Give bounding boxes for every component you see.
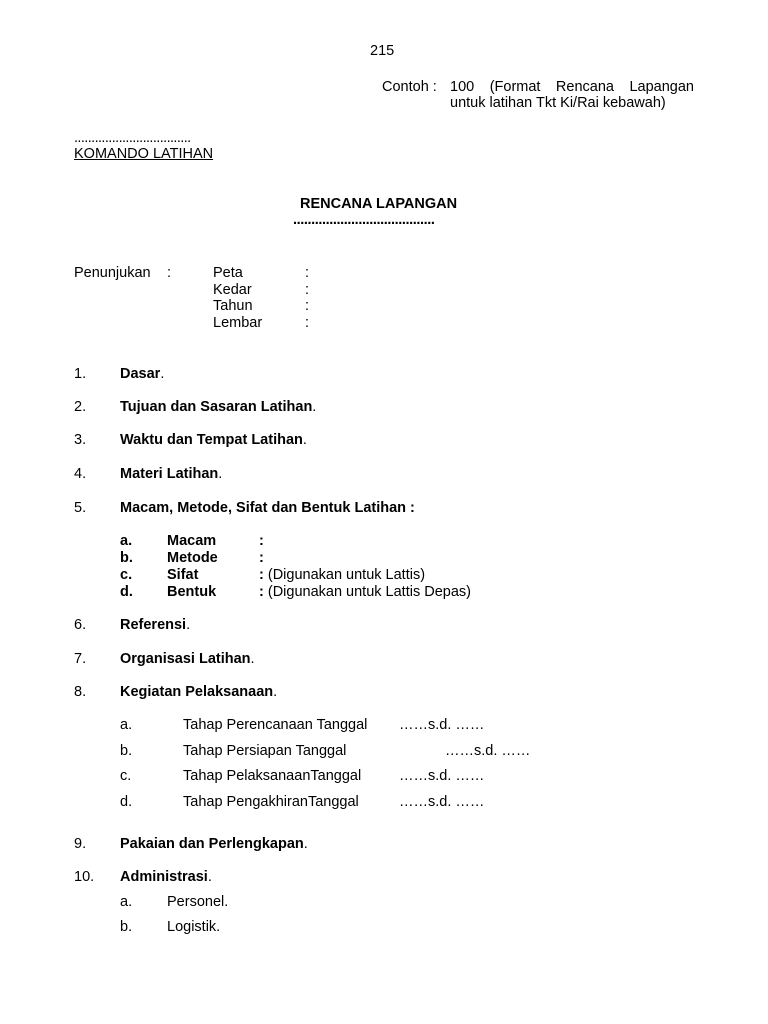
section-suffix: . bbox=[312, 399, 317, 415]
stage-range: ……s.d. …… bbox=[399, 768, 485, 784]
penunjukan-label: Penunjukan bbox=[74, 265, 151, 281]
page-number: 215 bbox=[370, 43, 395, 59]
section-number: 4. bbox=[74, 466, 87, 482]
sub-letter: a. bbox=[120, 894, 133, 910]
sub-value bbox=[259, 533, 264, 550]
sub-letter: b. bbox=[120, 550, 133, 566]
header-dots: .................................. bbox=[74, 130, 191, 146]
example-word: Rencana bbox=[555, 79, 614, 95]
sub-value bbox=[259, 567, 425, 584]
section-heading bbox=[120, 366, 164, 383]
stage-label: Tahap PengakhiranTanggal bbox=[183, 794, 359, 810]
peta-label: Peta bbox=[213, 265, 243, 281]
section-suffix: . bbox=[302, 432, 307, 448]
sub-label: Metode bbox=[167, 550, 218, 566]
stage-label: Tahap Perencanaan Tanggal bbox=[183, 717, 368, 733]
sub-letter: c. bbox=[120, 768, 132, 784]
section-suffix: . bbox=[218, 466, 223, 482]
sub-letter: a. bbox=[120, 533, 133, 549]
section-number: 1. bbox=[74, 366, 87, 382]
sub-note: (Digunakan untuk Lattis Depas) bbox=[263, 584, 471, 600]
section-number: 3. bbox=[74, 432, 87, 448]
sub-label: Personel. bbox=[167, 894, 229, 910]
section-title: Administrasi bbox=[120, 869, 208, 885]
section-suffix: . bbox=[207, 869, 212, 885]
section-number: 9. bbox=[74, 836, 87, 852]
stage-range: ……s.d. …… bbox=[399, 794, 485, 810]
section-heading bbox=[120, 399, 316, 416]
sub-value bbox=[259, 550, 264, 567]
section-suffix: . bbox=[160, 366, 165, 382]
section-suffix: . bbox=[186, 617, 191, 633]
section-suffix: . bbox=[303, 836, 308, 852]
section-heading bbox=[120, 466, 222, 483]
lembar-colon: : bbox=[305, 315, 310, 331]
section-heading bbox=[120, 869, 212, 886]
sub-letter: d. bbox=[120, 794, 133, 810]
example-word: (Format bbox=[489, 79, 541, 95]
tahun-colon: : bbox=[305, 298, 310, 314]
unit-name: KOMANDO LATIHAN bbox=[74, 146, 214, 162]
sub-letter: d. bbox=[120, 584, 133, 600]
section-heading bbox=[120, 617, 190, 634]
section-title: Dasar bbox=[120, 366, 161, 382]
lembar-label: Lembar bbox=[213, 315, 263, 331]
section-number: 7. bbox=[74, 651, 87, 667]
section-title: Tujuan dan Sasaran Latihan bbox=[120, 399, 313, 415]
sub-colon: : bbox=[259, 550, 264, 566]
peta-colon: : bbox=[305, 265, 310, 281]
sub-colon: : bbox=[259, 533, 264, 549]
kedar-label: Kedar bbox=[213, 282, 252, 298]
sub-label: Logistik. bbox=[167, 919, 221, 935]
section-number: 10. bbox=[74, 869, 95, 885]
section-title: Waktu dan Tempat Latihan bbox=[120, 432, 303, 448]
section-number: 5. bbox=[74, 500, 87, 516]
sub-label: Bentuk bbox=[167, 584, 217, 600]
example-word: 100 bbox=[450, 79, 475, 95]
kedar-colon: : bbox=[305, 282, 310, 298]
section-title: Referensi bbox=[120, 617, 187, 633]
example-line-1 bbox=[450, 79, 694, 96]
sub-letter: a. bbox=[120, 717, 133, 733]
sub-colon: : bbox=[259, 567, 264, 583]
section-title: Pakaian dan Perlengkapan bbox=[120, 836, 304, 852]
section-heading bbox=[120, 500, 415, 517]
section-title: Kegiatan Pelaksanaan bbox=[120, 684, 274, 700]
section-suffix: . bbox=[250, 651, 255, 667]
section-suffix: . bbox=[273, 684, 278, 700]
section-heading bbox=[120, 684, 277, 701]
example-label: Contoh : bbox=[382, 79, 437, 95]
sub-label: Sifat bbox=[167, 567, 199, 583]
section-number: 2. bbox=[74, 399, 87, 415]
section-heading bbox=[120, 836, 308, 853]
stage-label: Tahap Persiapan Tanggal bbox=[183, 743, 347, 759]
penunjukan-colon: : bbox=[167, 265, 172, 281]
example-line-2: untuk latihan Tkt Ki/Rai kebawah) bbox=[450, 95, 666, 111]
section-title: Materi Latihan bbox=[120, 466, 219, 482]
section-title: Macam, Metode, Sifat dan Bentuk Latihan : bbox=[120, 500, 415, 516]
section-number: 8. bbox=[74, 684, 87, 700]
sub-label: Macam bbox=[167, 533, 217, 549]
section-title: Organisasi Latihan bbox=[120, 651, 251, 667]
stage-range: ……s.d. …… bbox=[399, 717, 485, 733]
section-number: 6. bbox=[74, 617, 87, 633]
sub-value bbox=[259, 584, 471, 601]
sub-letter: c. bbox=[120, 567, 133, 583]
document-title: RENCANA LAPANGAN bbox=[300, 196, 458, 212]
stage-label: Tahap PelaksanaanTanggal bbox=[183, 768, 362, 784]
stage-range: ……s.d. …… bbox=[445, 743, 531, 759]
sub-note: (Digunakan untuk Lattis) bbox=[263, 567, 426, 583]
section-heading bbox=[120, 432, 307, 449]
sub-letter: b. bbox=[120, 919, 133, 935]
title-dots: ....................................... bbox=[293, 212, 435, 228]
section-heading bbox=[120, 651, 255, 668]
sub-letter: b. bbox=[120, 743, 133, 759]
sub-colon: : bbox=[259, 584, 264, 600]
tahun-label: Tahun bbox=[213, 298, 253, 314]
example-word: Lapangan bbox=[629, 79, 694, 95]
